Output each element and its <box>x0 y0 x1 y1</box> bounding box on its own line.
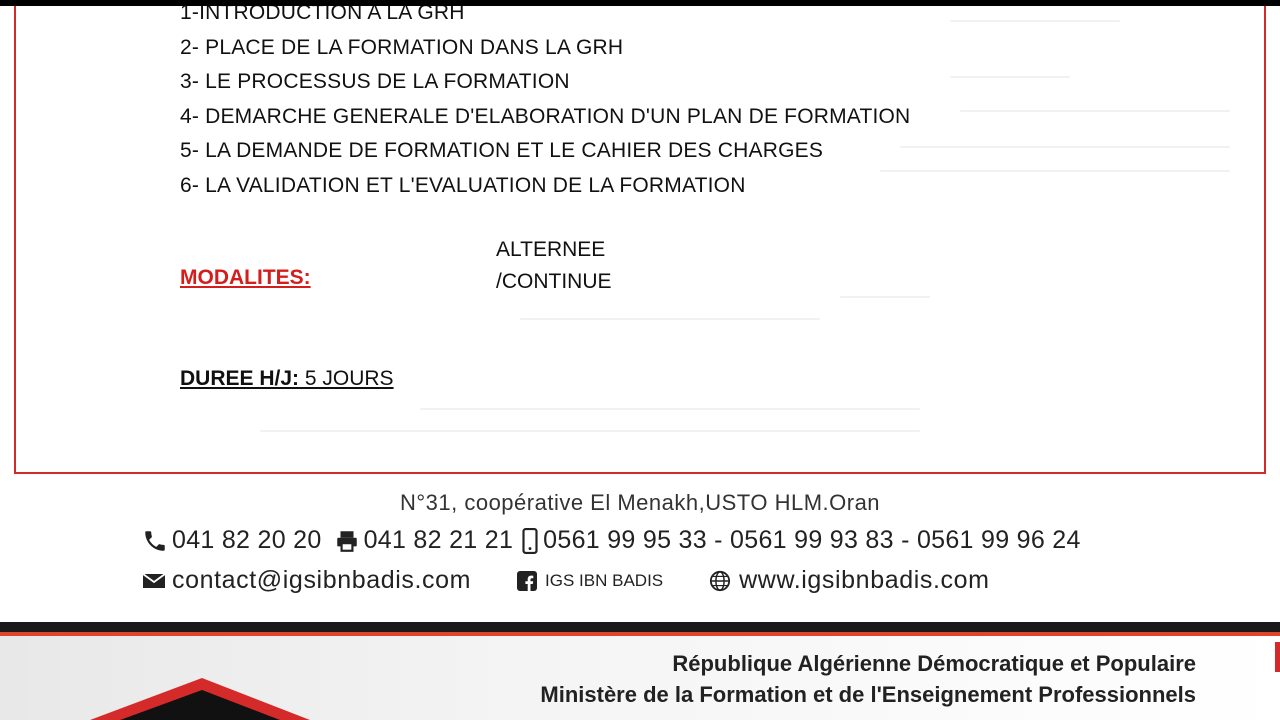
bleed-through-line <box>950 20 1120 22</box>
mobile-icon <box>521 528 539 554</box>
logo-roof-shape <box>80 672 320 720</box>
contents-item: 3- LE PROCESSUS DE LA FORMATION <box>180 70 570 93</box>
globe-icon <box>709 570 731 592</box>
facebook-icon <box>517 571 537 591</box>
right-red-mark <box>1275 642 1280 672</box>
bleed-through-line <box>260 430 920 432</box>
email-icon <box>142 571 166 591</box>
phone-icon <box>142 528 168 554</box>
facebook-page[interactable]: IGS IBN BADIS <box>545 570 664 590</box>
email-address[interactable]: contact@igsibnbadis.com <box>172 566 472 594</box>
bleed-through-line <box>950 76 1070 78</box>
contents-item: 4- DEMARCHE GENERALE D'ELABORATION D'UN PLAN DE FORMATION <box>180 104 911 128</box>
duree-value: 5 JOURS <box>299 367 394 390</box>
mobile-numbers: 0561 99 95 33 - 0561 99 93 83 - 0561 99 96 24 <box>543 526 1081 554</box>
duree-label: DUREE H/J: <box>180 367 300 390</box>
ministry-heading <box>540 648 1196 710</box>
contact-footer <box>0 476 1280 626</box>
bleed-through-line <box>840 296 930 298</box>
banner-dark-stripe <box>0 622 1280 632</box>
bleed-through-line <box>960 110 1230 112</box>
modalites-label: MODALITES: <box>180 266 311 289</box>
contents-item: 6- LA VALIDATION ET L'EVALUATION DE LA FORMATION <box>180 173 746 197</box>
duree-line <box>180 367 394 391</box>
republic-line: République Algérienne Démocratique et Populaire <box>672 651 1196 676</box>
contents-item: 2- PLACE DE LA FORMATION DANS LA GRH <box>180 35 624 59</box>
phone-row <box>142 526 1081 555</box>
footer-address: N°31, coopérative El Menakh,USTO HLM.Oran <box>399 490 881 515</box>
contents-item: 1-INTRODUCTION A LA GRH <box>180 6 465 24</box>
fax-number: 041 82 21 21 <box>363 526 514 554</box>
modalites-value-line: ALTERNEE <box>496 238 606 261</box>
contents-item: 5- LA DEMANDE DE FORMATION ET LE CAHIER DES CHARGES <box>180 139 824 162</box>
fax-icon <box>334 528 360 554</box>
document-page <box>0 6 1280 720</box>
bleed-through-line <box>420 408 920 410</box>
online-contacts-row <box>142 566 990 595</box>
bleed-through-line <box>520 318 820 320</box>
website-url[interactable]: www.igsibnbadis.com <box>739 566 990 594</box>
bleed-through-line <box>880 170 1230 172</box>
ministry-line: Ministère de la Formation et de l'Enseignement Professionnels <box>540 682 1196 707</box>
bleed-through-line <box>900 146 1230 148</box>
modalites-value-line: /CONTINUE <box>496 270 612 293</box>
phone-number: 041 82 20 20 <box>172 526 322 554</box>
modalites-values <box>496 234 612 298</box>
course-contents-list <box>180 6 910 203</box>
